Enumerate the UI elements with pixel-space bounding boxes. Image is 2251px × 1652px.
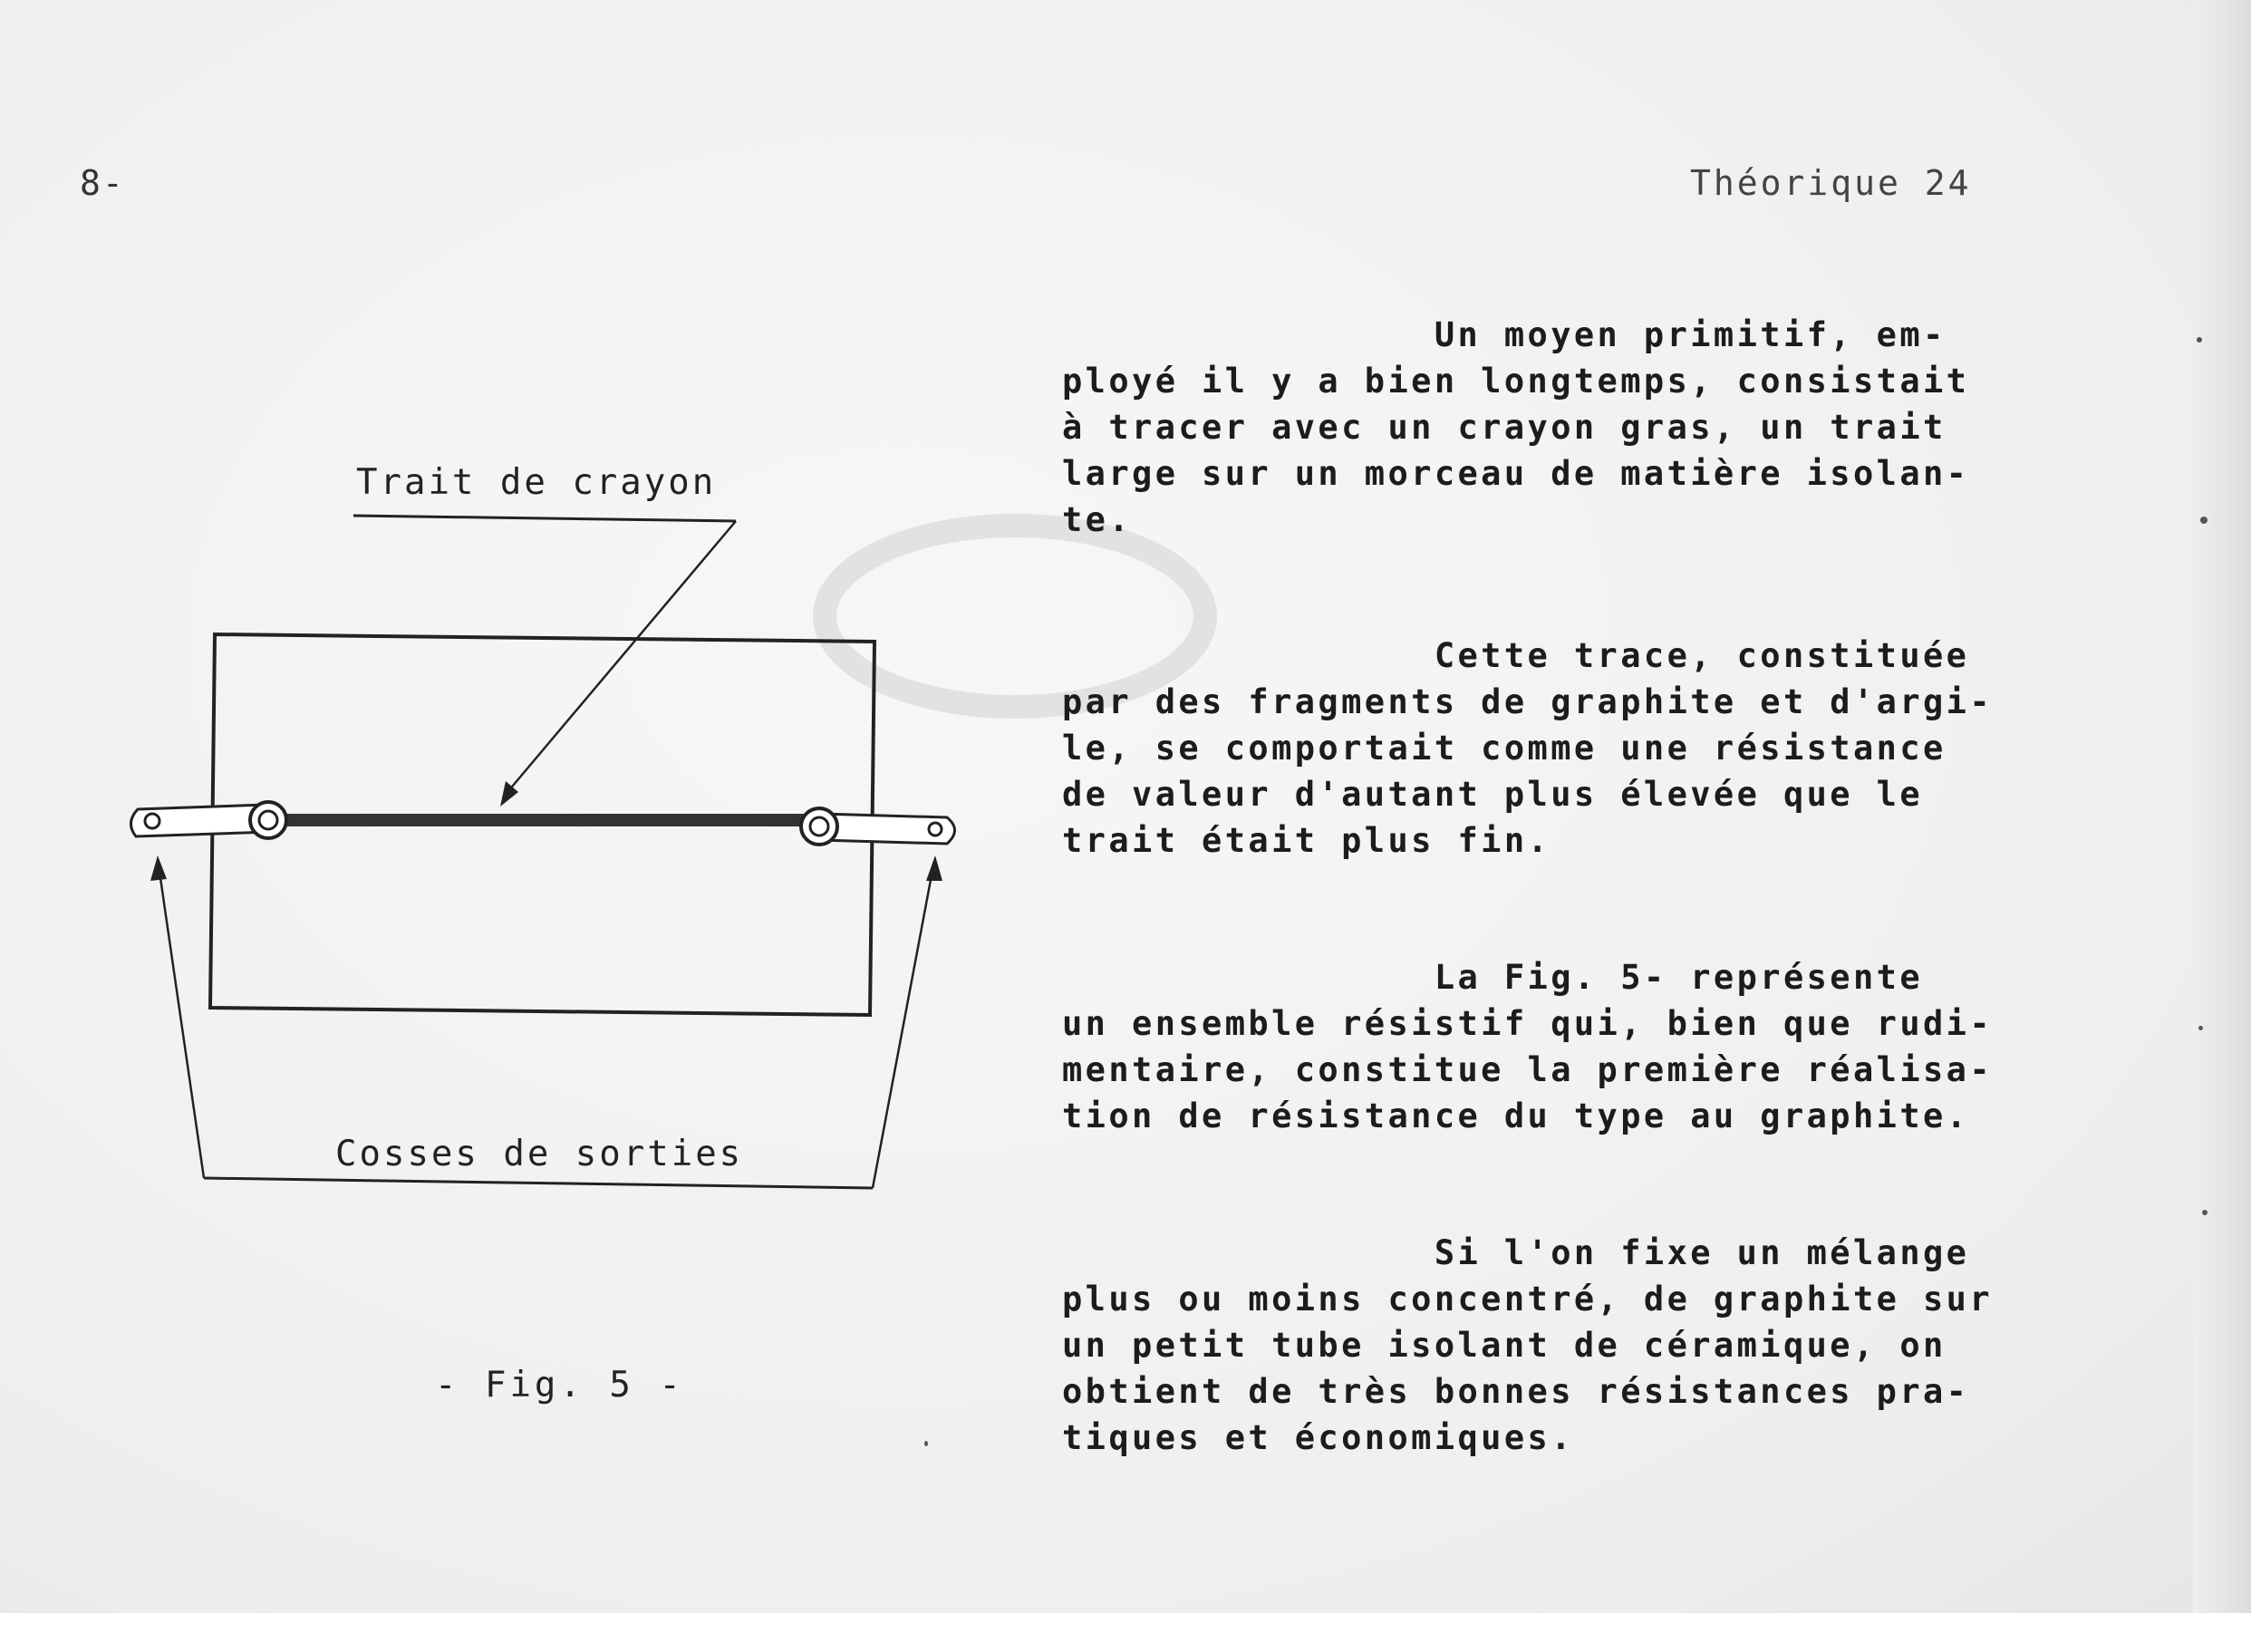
paragraph-line: Cette trace, constituée [1062, 636, 1970, 675]
paragraph-4 [1062, 1230, 2005, 1461]
right-lug-hole [929, 823, 942, 836]
right-bracket-line [873, 865, 933, 1188]
paragraph-line: de valeur d'autant plus élevée que le [1062, 775, 1924, 814]
chapter-header: Théorique 24 [1690, 163, 1972, 203]
paragraph-line: Un moyen primitif, em- [1062, 315, 1947, 354]
right-rivet-inner [810, 817, 828, 836]
paragraph-line: un ensemble résistif qui, bien que rudi- [1062, 1004, 1994, 1043]
page-number: 8- [80, 163, 125, 203]
left-lug-hole [145, 814, 159, 828]
paragraph-line: Si l'on fixe un mélange [1062, 1233, 1970, 1272]
left-bracket-line [159, 865, 204, 1178]
paragraph-line: large sur un morceau de matière isolan- [1062, 454, 1970, 493]
paragraph-line: mentaire, constitue la première réalisa- [1062, 1050, 1994, 1089]
scan-speck [2197, 337, 2202, 343]
pencil-arrowhead [500, 781, 518, 807]
pencil-trace-label: Trait de crayon [356, 462, 717, 503]
paragraph-line: tiques et économiques. [1062, 1418, 1574, 1457]
pencil-trace [270, 814, 821, 826]
paragraph-line: à tracer avec un crayon gras, un trait [1062, 408, 1947, 447]
left-terminal-arrowhead [150, 855, 167, 881]
output-terminals-label: Cosses de sorties [335, 1134, 744, 1174]
pencil-leader-line [503, 521, 736, 797]
paragraph-line: La Fig. 5- représente [1062, 958, 1924, 997]
left-rivet-inner [259, 811, 277, 829]
label-underline [353, 516, 736, 521]
figure-caption: - Fig. 5 - [435, 1365, 684, 1406]
paragraph-line: trait était plus fin. [1062, 821, 1551, 860]
paragraph-line: obtient de très bonnes résistances pra- [1062, 1372, 1970, 1411]
paragraph-line: le, se comportait comme une résistance [1062, 729, 1947, 768]
paragraph-2 [1062, 633, 2005, 864]
paragraph-line: tion de résistance du type au graphite. [1062, 1097, 1970, 1135]
scan-speck [2200, 517, 2208, 524]
paragraph-line: ployé il y a bien longtemps, consistait [1062, 362, 1970, 401]
paragraph-line: te. [1062, 500, 1133, 539]
paragraph-line: un petit tube isolant de céramique, on [1062, 1326, 1947, 1365]
paragraph-1 [1062, 312, 2005, 543]
scan-speck [924, 1441, 928, 1446]
scan-speck [2198, 1026, 2203, 1030]
paragraph-3 [1062, 954, 2005, 1139]
paragraph-line: par des fragments de graphite et d'argi- [1062, 682, 1994, 721]
right-terminal-arrowhead [926, 855, 942, 881]
paragraph-line: plus ou moins concentré, de graphite sur [1062, 1280, 1994, 1319]
scan-speck [2202, 1210, 2208, 1215]
bracket-baseline [204, 1178, 873, 1188]
